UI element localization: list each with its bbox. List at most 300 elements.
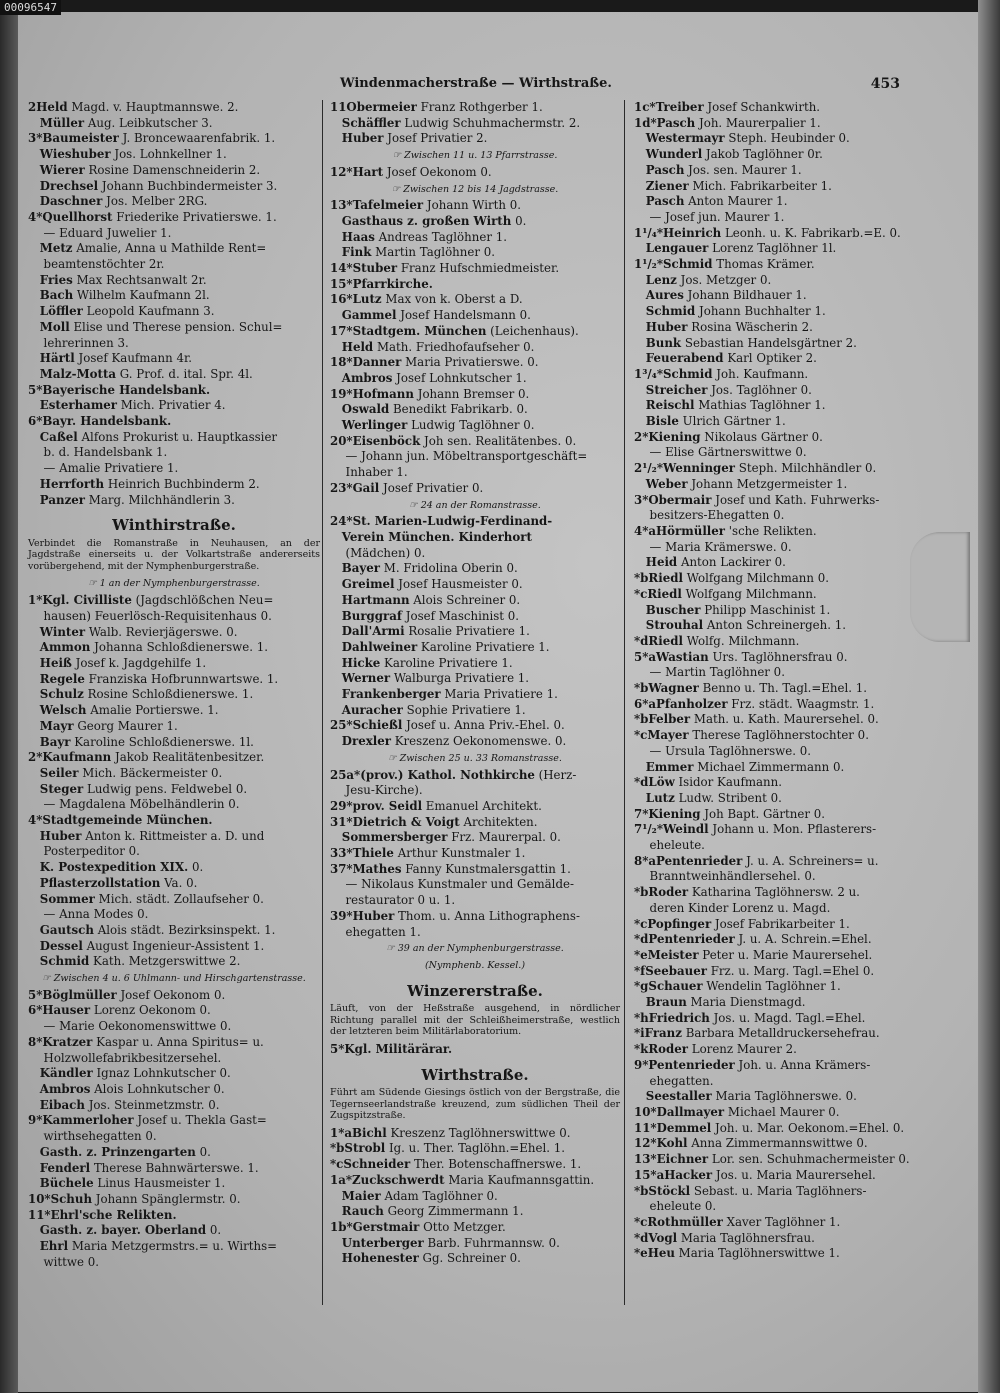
directory-entry — [634, 995, 934, 1011]
resident-details: Georg Maurer 1. — [77, 718, 178, 733]
directory-entry — [28, 766, 320, 782]
resident-details: Therese Bahnwärterswe. 1. — [93, 1160, 259, 1175]
directory-entry — [634, 618, 934, 634]
resident-details: Karoline Schloßdienerswe. 1l. — [74, 734, 254, 749]
directory-entry — [634, 461, 934, 477]
resident-name: Kaufmann — [42, 750, 112, 765]
directory-entry — [28, 735, 320, 751]
resident-name: Emmer — [645, 759, 694, 774]
resident-name: Felber — [648, 712, 691, 727]
house-number: 39* — [330, 908, 353, 923]
house-number: 5* — [330, 1041, 345, 1056]
directory-entry — [330, 198, 620, 214]
house-number: 13* — [634, 1152, 657, 1167]
directory-entry — [330, 815, 620, 831]
resident-details: Nikolaus Gärtner 0. — [704, 429, 823, 444]
directory-entry — [28, 336, 320, 352]
directory-entry — [634, 226, 934, 242]
directory-entry — [28, 876, 320, 892]
resident-details: Josef Oekonom 0. — [386, 164, 492, 179]
resident-name: Huber — [39, 828, 82, 843]
resident-name: Reischl — [645, 398, 695, 413]
resident-details: Joh. u. Anna Krämers- — [738, 1057, 871, 1072]
cross-street-note: (Nymphenb. Kessel.) — [424, 959, 526, 971]
resident-details: Franziska Hofbrunnwartswe. 1. — [88, 671, 279, 686]
house-number: 15*a — [634, 1167, 665, 1182]
directory-entry — [28, 1255, 320, 1271]
resident-details: Wolfgang Milchmann 0. — [686, 571, 830, 586]
directory-entry — [634, 163, 934, 179]
resident-name: Kgl. Militärärar. — [344, 1041, 453, 1056]
resident-details: Walb. Revierjägerswe. 0. — [88, 624, 238, 639]
directory-entry — [634, 1058, 934, 1074]
resident-details: Josef Schankwirth. — [707, 100, 821, 114]
resident-details: Amalie Portierswe. 1. — [90, 703, 219, 718]
resident-name: Ammon — [39, 640, 91, 655]
directory-entry — [28, 257, 320, 273]
directory-entry — [634, 116, 934, 132]
house-number: *f — [634, 963, 646, 978]
house-number: *d — [634, 1230, 649, 1245]
directory-entry — [634, 383, 934, 399]
street-description: Führt am Südende Giesings östlich von der Bergstraße, die Tegernseerlandstraße kreuzend, zum südlichen Theil der Zugspitzstraße. — [330, 1087, 620, 1122]
resident-details: — Magdalena Möbelhändlerin 0. — [43, 797, 240, 812]
resident-details: Aug. Leibkutscher 3. — [87, 115, 213, 130]
scan-id: 00096547 — [0, 0, 61, 15]
resident-name: Ehrl'sche Relikten. — [50, 1207, 177, 1222]
house-number: 2* — [28, 750, 43, 765]
directory-entry — [330, 1141, 620, 1157]
house-number: 1c* — [634, 100, 656, 114]
directory-entry — [330, 449, 620, 465]
resident-name: Pasch — [656, 115, 696, 130]
directory-entry — [330, 561, 620, 577]
resident-name: Böglmüller — [42, 987, 117, 1002]
resident-details: Jos. u. Magd. Tagl.=Ehel. — [713, 1010, 866, 1025]
directory-entry — [634, 194, 934, 210]
directory-entry — [634, 1121, 934, 1137]
resident-name: Winter — [39, 624, 86, 639]
resident-name: Wunderl — [645, 147, 703, 162]
house-number: 6* — [28, 1003, 43, 1018]
resident-details: Lor. sen. Schuhmachermeister 0. — [711, 1152, 910, 1167]
directory-entry — [28, 383, 320, 399]
directory-entry — [634, 838, 934, 854]
resident-name: Obermair — [648, 492, 712, 507]
resident-details: eheleute. — [649, 838, 705, 853]
house-number: 11* — [28, 1207, 51, 1222]
house-number: 4* — [28, 813, 43, 828]
house-number: *d — [634, 633, 649, 648]
resident-details: Mathias Taglöhner 1. — [698, 398, 826, 413]
house-number: 1³/₄* — [634, 366, 664, 381]
resident-name: Schmid — [645, 304, 696, 319]
directory-entry — [330, 783, 620, 799]
directory-entry — [330, 609, 620, 625]
resident-name: Moll — [39, 319, 70, 334]
directory-entry — [330, 1126, 620, 1142]
house-number: *c — [634, 1214, 648, 1229]
resident-details: — Anna Modes 0. — [43, 907, 149, 922]
resident-details: Anton Lackirer 0. — [680, 555, 786, 570]
resident-details: J. u. A. Schrein.=Ehel. — [738, 932, 872, 947]
resident-name: Eibach — [39, 1097, 85, 1112]
resident-name: Fink — [341, 245, 372, 260]
directory-entry — [330, 768, 620, 784]
directory-entry — [28, 445, 320, 461]
resident-details: 0. — [515, 213, 527, 228]
resident-details: (Jagdschlößchen Neu= — [135, 593, 274, 608]
directory-entry — [28, 288, 320, 304]
column-1 — [28, 100, 320, 1373]
house-number: 8*a — [634, 853, 657, 868]
resident-details: — Nikolaus Kunstmaler und Gemälde- — [345, 877, 574, 892]
cross-street-note: ☞ Zwischen 25 u. 33 Romanstrasse. — [388, 752, 562, 764]
directory-entry — [28, 1145, 320, 1161]
resident-details: Otto Metzger. — [423, 1220, 506, 1234]
directory-entry — [28, 461, 320, 477]
resident-name: Hart — [352, 164, 384, 179]
directory-entry — [634, 791, 934, 807]
house-number: *i — [634, 1026, 645, 1041]
directory-entry — [28, 640, 320, 656]
directory-entry — [634, 1152, 934, 1168]
street-description: Verbindet die Romanstraße in Neuhausen, an der Jagdstraße einerseits u. der Volkartstraße andererseits vorübergehend, mit der Nymphenburgerstraße. — [28, 537, 320, 572]
resident-details: Architekten. — [463, 814, 538, 829]
resident-details: — Eduard Juwelier 1. — [43, 225, 172, 240]
directory-entry — [634, 822, 934, 838]
resident-details: Johann Buchbindermeister 3. — [101, 178, 278, 193]
resident-details: Mich. Fabrikarbeiter 1. — [692, 178, 832, 193]
resident-details: Amalie, Anna u Mathilde Rent= — [76, 241, 267, 256]
house-number: 18* — [330, 355, 353, 370]
directory-entry — [634, 775, 934, 791]
directory-entry — [330, 909, 620, 925]
directory-entry — [330, 703, 620, 719]
directory-entry — [330, 165, 620, 181]
directory-entry — [28, 672, 320, 688]
directory-entry — [634, 650, 934, 666]
resident-details: Jakob Realitätenbesitzer. — [114, 750, 265, 765]
directory-entry — [28, 100, 320, 116]
resident-details: (Mädchen) 0. — [345, 545, 426, 560]
resident-details: Rosina Wäscherin 2. — [691, 319, 813, 334]
resident-details: Johann Metzgermeister 1. — [691, 476, 848, 491]
resident-details: Joh. u. Mar. Oekonom.=Ehel. 0. — [715, 1120, 905, 1135]
directory-entry — [634, 634, 934, 650]
resident-name: Greimel — [341, 577, 395, 592]
directory-entry — [634, 681, 934, 697]
directory-entry — [28, 782, 320, 798]
directory-entry — [330, 846, 620, 862]
resident-name: Mayer — [647, 728, 689, 743]
directory-entry — [330, 514, 620, 530]
resident-details: Kreszenz Taglöhnerswittwe 0. — [390, 1125, 571, 1140]
resident-details: Alois Lohnkutscher 0. — [94, 1081, 225, 1096]
resident-name: Herrforth — [39, 476, 105, 491]
resident-details: Frz. u. Marg. Tagl.=Ehel 0. — [710, 963, 875, 978]
directory-entry — [28, 241, 320, 257]
resident-details: hausen) Feuerlösch-Requisitenhaus 0. — [43, 608, 272, 623]
directory-entry — [634, 414, 934, 430]
resident-details: J. Broncewaarenfabrik. 1. — [122, 131, 276, 146]
resident-details: Ulrich Gärtner 1. — [682, 414, 786, 429]
directory-entry — [28, 844, 320, 860]
resident-name: Mayr — [39, 718, 74, 733]
resident-name: Malz-Motta — [39, 366, 117, 381]
resident-name: Gail — [352, 480, 380, 495]
resident-details: Joh. Kaufmann. — [716, 366, 809, 381]
house-number: 2* — [634, 429, 649, 444]
cross-street-note: ☞ Zwischen 11 u. 13 Pfarrstrasse. — [392, 150, 558, 162]
directory-entry — [634, 917, 934, 933]
resident-details: Jos. Lohnkellner 1. — [114, 147, 227, 162]
directory-entry — [330, 324, 620, 340]
resident-details: Peter u. Marie Maurersehel. — [702, 947, 873, 962]
resident-details: 0. — [191, 860, 204, 875]
directory-entry — [330, 671, 620, 687]
resident-name: Kohl — [656, 1136, 688, 1151]
resident-details: Katharina Taglöhnersw. 2 u. — [691, 885, 860, 900]
resident-name: Roder — [648, 885, 689, 900]
resident-name: Zuckschwerdt — [352, 1172, 445, 1187]
directory-entry — [28, 1129, 320, 1145]
resident-details: deren Kinder Lorenz u. Magd. — [649, 900, 831, 915]
resident-details: — Josef jun. Maurer 1. — [649, 209, 785, 224]
resident-details: Jakob Taglöhner 0r. — [705, 147, 823, 162]
resident-details: Joh Bapt. Gärtner 0. — [704, 806, 825, 821]
directory-entry — [634, 885, 934, 901]
resident-name: Danner — [352, 355, 402, 370]
resident-name: Ziener — [645, 178, 689, 193]
resident-name: Gasth. z. bayer. Oberland — [39, 1223, 207, 1238]
resident-name: Braun — [645, 995, 687, 1010]
directory-entry — [330, 830, 620, 846]
directory-entry — [634, 179, 934, 195]
resident-name: Hofmann — [352, 386, 414, 401]
resident-details: ehegatten 1. — [345, 924, 421, 939]
directory-entry — [330, 465, 620, 481]
resident-name: Metz — [39, 241, 73, 256]
house-number: 33* — [330, 846, 353, 861]
house-number: *b — [634, 885, 649, 900]
resident-name: Schmid — [663, 257, 713, 272]
resident-details: Maria Taglöhnerswe. 0. — [715, 1089, 857, 1104]
directory-entry — [28, 750, 320, 766]
directory-entry — [634, 587, 934, 603]
street-heading: Winzererstraße. — [407, 981, 543, 1000]
directory-entry — [330, 1042, 620, 1058]
house-number: *c — [330, 1157, 344, 1172]
directory-entry — [330, 481, 620, 497]
resident-details: Jos. u. Maria Maurersehel. — [715, 1167, 876, 1182]
resident-details: Johann Buchhalter 1. — [699, 304, 826, 319]
resident-details: Maria Taglöhnersfrau. — [680, 1230, 815, 1245]
directory-entry — [330, 116, 620, 132]
directory-entry — [28, 1192, 320, 1208]
resident-details: Jos. Steinmetzmstr. 0. — [88, 1097, 220, 1112]
directory-entry — [634, 697, 934, 713]
resident-details: Michael Zimmermann 0. — [697, 759, 845, 774]
resident-details: Alois städt. Bezirksinspekt. 1. — [97, 922, 276, 937]
directory-entry — [28, 907, 320, 923]
resident-details: Jos. Taglöhner 0. — [711, 382, 812, 397]
directory-entry — [634, 398, 934, 414]
resident-name: Härtl — [39, 351, 75, 366]
directory-entry — [634, 1215, 934, 1231]
directory-entry — [330, 1157, 620, 1173]
resident-details: Josef und Kath. Fuhrwerks- — [715, 492, 880, 507]
directory-entry — [28, 304, 320, 320]
house-number: 12* — [330, 164, 353, 179]
directory-entry — [28, 609, 320, 625]
directory-entry — [330, 1236, 620, 1252]
directory-entry — [330, 402, 620, 418]
directory-entry — [330, 1189, 620, 1205]
resident-name: Esterhamer — [39, 398, 118, 413]
directory-entry — [330, 261, 620, 277]
resident-name: Stuber — [352, 261, 398, 276]
resident-name: Dallmayer — [656, 1105, 725, 1119]
directory-entry — [28, 116, 320, 132]
house-number: 31* — [330, 814, 353, 829]
resident-details: Barbara Metalldruckersehefrau. — [685, 1026, 880, 1041]
house-number: 1d* — [634, 115, 657, 130]
resident-details: Anton k. Rittmeister a. D. und — [85, 828, 265, 843]
directory-entry — [330, 355, 620, 371]
resident-details: Josef Fabrikarbeiter 1. — [714, 916, 850, 931]
resident-name: Oswald — [341, 402, 390, 417]
resident-details: Ludwig Schuhmachermstr. 2. — [404, 115, 581, 130]
directory-entry — [28, 860, 320, 876]
resident-details: Wolfgang Milchmann. — [685, 586, 817, 601]
resident-details: Heinrich Buchbinderm 2. — [107, 476, 260, 491]
house-number: 3* — [634, 492, 649, 507]
resident-details: G. Prof. d. ital. Spr. 4l. — [119, 366, 253, 381]
house-number: 19* — [330, 386, 353, 401]
house-number: 7* — [634, 806, 649, 821]
resident-name: Fenderl — [39, 1160, 91, 1175]
resident-details: Benedikt Fabrikarb. 0. — [393, 402, 528, 417]
directory-entry — [28, 131, 320, 147]
resident-name: Fries — [39, 272, 73, 287]
directory-entry — [634, 979, 934, 995]
resident-name: Löffler — [39, 304, 83, 319]
directory-entry — [330, 245, 620, 261]
resident-details: Wendelin Taglöhner 1. — [706, 979, 841, 994]
resident-details: Max von k. Oberst a D. — [385, 292, 523, 307]
house-number: 3* — [28, 131, 43, 146]
resident-details: Frz. städt. Waagmstr. 1. — [731, 696, 875, 711]
directory-entry — [330, 230, 620, 246]
resident-name: Wierer — [39, 162, 85, 177]
resident-name: Frankenberger — [341, 687, 441, 702]
directory-entry — [634, 351, 934, 367]
resident-details: Jos. Metzger 0. — [680, 272, 772, 287]
resident-details: Posterpeditor 0. — [43, 844, 140, 859]
directory-entry — [634, 1089, 934, 1105]
directory-entry — [28, 1019, 320, 1035]
resident-name: Kiening — [648, 429, 701, 444]
resident-name: Bisle — [645, 414, 679, 429]
resident-name: Heinrich — [663, 225, 722, 240]
directory-entry — [28, 194, 320, 210]
resident-name: Schulz — [39, 687, 84, 702]
directory-entry — [330, 687, 620, 703]
directory-entry — [634, 744, 934, 760]
resident-name: Friedrich — [648, 1010, 710, 1025]
directory-entry — [634, 1105, 934, 1121]
directory-entry — [634, 948, 934, 964]
house-number: *b — [634, 681, 649, 696]
resident-name: Stadtgemeinde München. — [42, 813, 213, 828]
resident-name: St. Marien-Ludwig-Ferdinand- — [352, 514, 553, 529]
resident-details: Johann Spänglermstr. 0. — [95, 1191, 241, 1206]
directory-entry — [28, 892, 320, 908]
resident-name: Held — [341, 339, 374, 354]
resident-name: Heid — [645, 555, 678, 570]
resident-name: Unterberger — [341, 1235, 424, 1250]
directory-entry — [28, 1051, 320, 1067]
directory-entry — [634, 430, 934, 446]
resident-details: Mich. Bäckermeister 0. — [82, 765, 223, 780]
directory-entry — [634, 147, 934, 163]
resident-name: Wieshuber — [39, 147, 111, 162]
resident-details: Philipp Maschinist 1. — [704, 602, 831, 617]
house-number: *b — [634, 1183, 649, 1198]
resident-details: Va. 0. — [164, 875, 198, 890]
resident-details: lehrerinnen 3. — [43, 335, 129, 350]
column-divider — [322, 100, 323, 1305]
resident-name: Aures — [645, 288, 684, 303]
resident-name: Caßel — [39, 429, 78, 444]
resident-name: Gasth. z. Prinzengarten — [39, 1144, 196, 1159]
resident-name: Sommer — [39, 891, 95, 906]
resident-name: Schäffler — [341, 115, 401, 130]
resident-details: Mich. städt. Zollaufseher 0. — [98, 891, 264, 906]
directory-entry — [28, 813, 320, 829]
resident-name: Hartmann — [341, 592, 410, 607]
resident-name: Pasch — [645, 162, 685, 177]
resident-name: Wenninger — [663, 461, 736, 476]
resident-name: Gasthaus z. großen Wirth — [341, 213, 512, 228]
resident-name: Westermayr — [645, 131, 725, 146]
resident-name: Heu — [647, 1246, 675, 1261]
resident-name: Schmid — [39, 954, 90, 969]
directory-entry — [634, 257, 934, 273]
house-number: 11* — [634, 1120, 657, 1135]
house-number: 9* — [634, 1057, 649, 1072]
resident-details: Josef Lohnkutscher 1. — [396, 370, 527, 385]
house-number: 5* — [28, 382, 43, 397]
resident-details: Martin Taglöhner 0. — [375, 245, 496, 260]
book-gutter — [0, 0, 18, 1393]
resident-details: Xaver Taglöhner 1. — [726, 1214, 841, 1229]
directory-entry — [634, 932, 934, 948]
resident-name: Strobl — [344, 1141, 386, 1156]
directory-entry — [634, 1168, 934, 1184]
resident-details: Wilhelm Kaufmann 2l. — [76, 288, 210, 303]
directory-entry — [330, 292, 620, 308]
house-number: 8* — [28, 1034, 43, 1049]
house-number: 5* — [28, 987, 43, 1002]
house-number: 1a* — [330, 1172, 353, 1187]
resident-details: Ludwig pens. Feldwebel 0. — [87, 781, 248, 796]
resident-details: Ludwig Taglöhner 0. — [411, 418, 535, 433]
resident-details: Franz Hufschmiedmeister. — [400, 261, 560, 276]
house-number: 5*a — [634, 649, 657, 664]
directory-entry — [28, 656, 320, 672]
